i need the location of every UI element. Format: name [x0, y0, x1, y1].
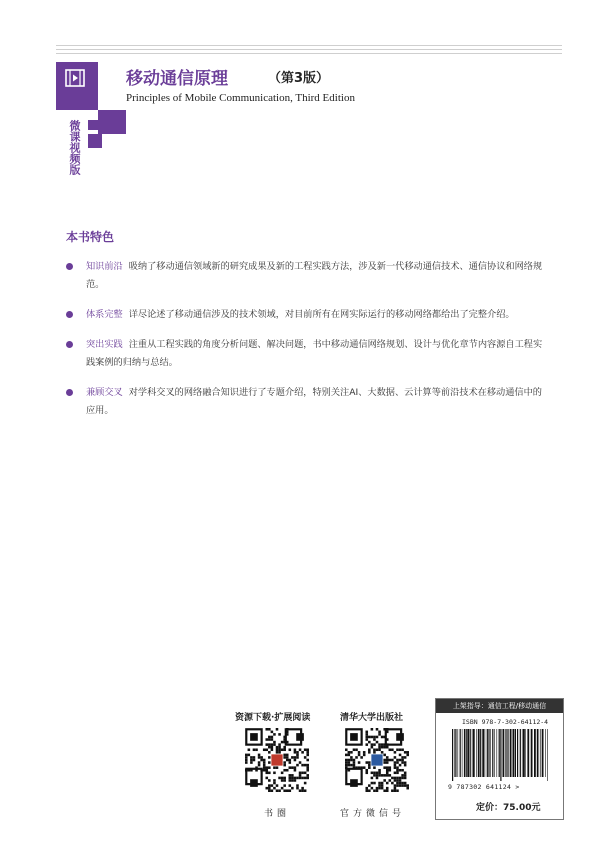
sidebar-mosaic	[56, 62, 128, 180]
mosaic-block-2	[98, 110, 126, 134]
video-icon	[65, 68, 85, 88]
qr2-caption: 官方微信号	[340, 809, 406, 819]
top-rule-3	[56, 53, 562, 54]
feature-text: 吸纳了移动通信领域新的研究成果及新的工程实践方法，涉及新一代移动通信技术、通信协议和网络规范。	[86, 261, 543, 290]
qr2-label: 清华大学出版社	[340, 713, 404, 723]
features-heading: 本书特色	[66, 230, 115, 244]
top-rule-1	[56, 45, 562, 46]
qr1-caption: 书圈	[264, 809, 291, 819]
category-label: 上架指导：通信工程/移动通信	[436, 699, 563, 713]
feature-name: 突出实践	[86, 339, 123, 350]
feature-item	[66, 384, 546, 420]
book-edition: （第3版）	[268, 71, 330, 86]
feature-item	[66, 258, 546, 294]
barcode-panel	[435, 698, 564, 820]
barcode-icon	[452, 729, 548, 781]
feature-text: 详尽论述了移动通信涉及的技术领域，对目前所有在网实际运行的移动网络都给出了完整介绍。	[128, 309, 515, 320]
feature-name: 体系完整	[86, 309, 123, 320]
bullet-dot-icon	[66, 341, 73, 348]
book-title: 移动通信原理	[126, 69, 228, 89]
qr-code-icon[interactable]	[345, 728, 409, 792]
top-rule-2	[56, 49, 562, 50]
mosaic-block-3	[88, 120, 98, 130]
book-subtitle-en: Principles of Mobile Communication, Third Edition	[126, 92, 355, 104]
price-label: 定价：75.00元	[476, 803, 541, 813]
isbn-text: ISBN 978-7-302-64112-4	[462, 718, 549, 726]
feature-item	[66, 306, 546, 324]
bullet-dot-icon	[66, 389, 73, 396]
tsinghua-press-logo-icon	[371, 754, 382, 765]
feature-text: 注重从工程实践的角度分析问题、解决问题，书中移动通信网络规划、设计与优化章节内容源自工程实践案例的归纳与总结。	[86, 339, 543, 368]
bullet-dot-icon	[66, 263, 73, 270]
feature-name: 兼顾交叉	[86, 387, 123, 398]
barcode-digits: 9 787302 641124 >	[448, 783, 520, 791]
feature-text: 对学科交叉的网络融合知识进行了专题介绍，特别关注AI、大数据、云计算等前沿技术在移动通信中的应用。	[86, 387, 542, 416]
features-list	[66, 258, 546, 432]
sidebar-label: 微课视频版	[68, 120, 81, 175]
feature-item	[66, 336, 546, 372]
mosaic-block-4	[88, 134, 102, 148]
bullet-dot-icon	[66, 311, 73, 318]
qr1-label: 资源下载·扩展阅读	[235, 713, 311, 723]
qr-code-icon[interactable]	[245, 728, 309, 792]
book-ring-logo-icon	[271, 754, 282, 765]
feature-name: 知识前沿	[86, 261, 123, 272]
